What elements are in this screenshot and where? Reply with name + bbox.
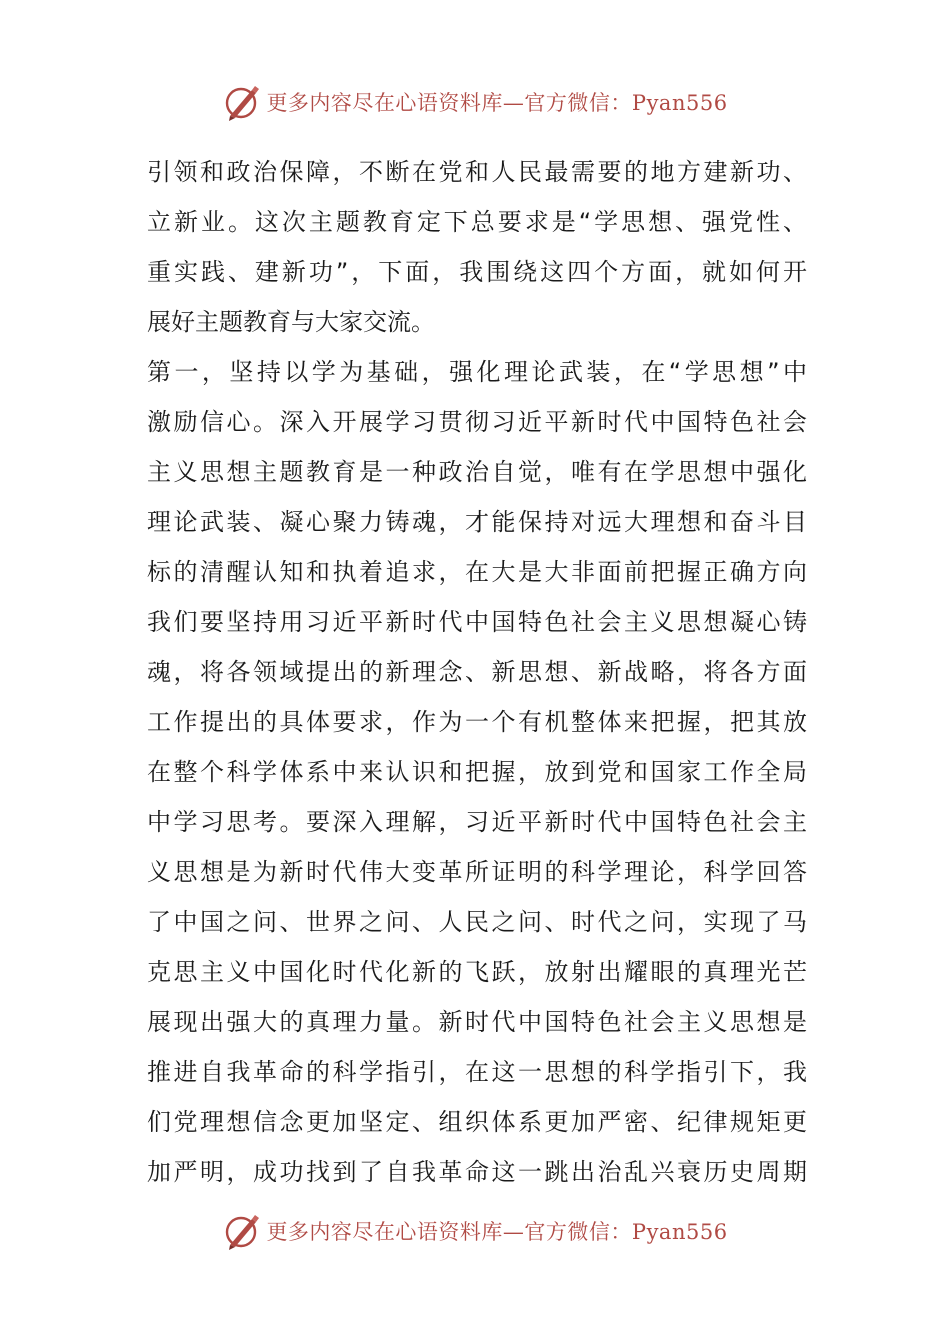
header-banner-text: 更多内容尽在心语资料库—官方微信：Pyan556 [266,91,728,115]
document-body [147,147,807,1197]
text-line: 加严明，成功找到了自我革命这一跳出治乱兴衰历史周期 [147,1158,807,1186]
text-line: 在整个科学体系中来认识和把握，放到党和国家工作全局 [147,758,807,786]
text-line: 我们要坚持用习近平新时代中国特色社会主义思想凝心铸 [147,608,807,636]
text-line: 理论武装、凝心聚力铸魂，才能保持对远大理想和奋斗目 [147,508,807,536]
pen-in-circle-icon [222,1211,262,1251]
text-line: 标的清醒认知和执着追求，在大是大非面前把握正确方向 [147,558,807,586]
text-line: 展好主题教育与大家交流。 [147,308,435,336]
text-line: 了中国之问、世界之问、人民之问、时代之问，实现了马 [147,908,807,936]
text-line: 主义思想主题教育是一种政治自觉，唯有在学思想中强化 [147,458,807,486]
text-line: 魂，将各领域提出的新理念、新思想、新战略，将各方面 [147,658,807,686]
footer-banner [0,1211,950,1251]
text-line: 克思主义中国化时代化新的飞跃，放射出耀眼的真理光芒 [147,958,807,986]
header-banner [0,82,950,122]
text-line: 引领和政治保障，不断在党和人民最需要的地方建新功、 [147,158,807,186]
text-line: 工作提出的具体要求，作为一个有机整体来把握，把其放 [147,708,807,736]
text-line: 立新业。这次主题教育定下总要求是“学思想、强党性、 [147,208,807,236]
text-line: 们党理想信念更加坚定、组织体系更加严密、纪律规矩更 [147,1108,807,1136]
text-line: 展现出强大的真理力量。新时代中国特色社会主义思想是 [147,1008,807,1036]
pen-in-circle-icon [222,82,262,122]
text-line: 推进自我革命的科学指引，在这一思想的科学指引下，我 [147,1058,807,1086]
text-line: 义思想是为新时代伟大变革所证明的科学理论，科学回答 [147,858,807,886]
text-line: 第一，坚持以学为基础，强化理论武装，在“学思想”中 [147,358,807,386]
text-line: 重实践、建新功”，下面，我围绕这四个方面，就如何开 [147,258,807,286]
text-line: 激励信心。深入开展学习贯彻习近平新时代中国特色社会 [147,408,807,436]
text-line: 中学习思考。要深入理解，习近平新时代中国特色社会主 [147,808,807,836]
footer-banner-text: 更多内容尽在心语资料库—官方微信：Pyan556 [266,1220,728,1244]
